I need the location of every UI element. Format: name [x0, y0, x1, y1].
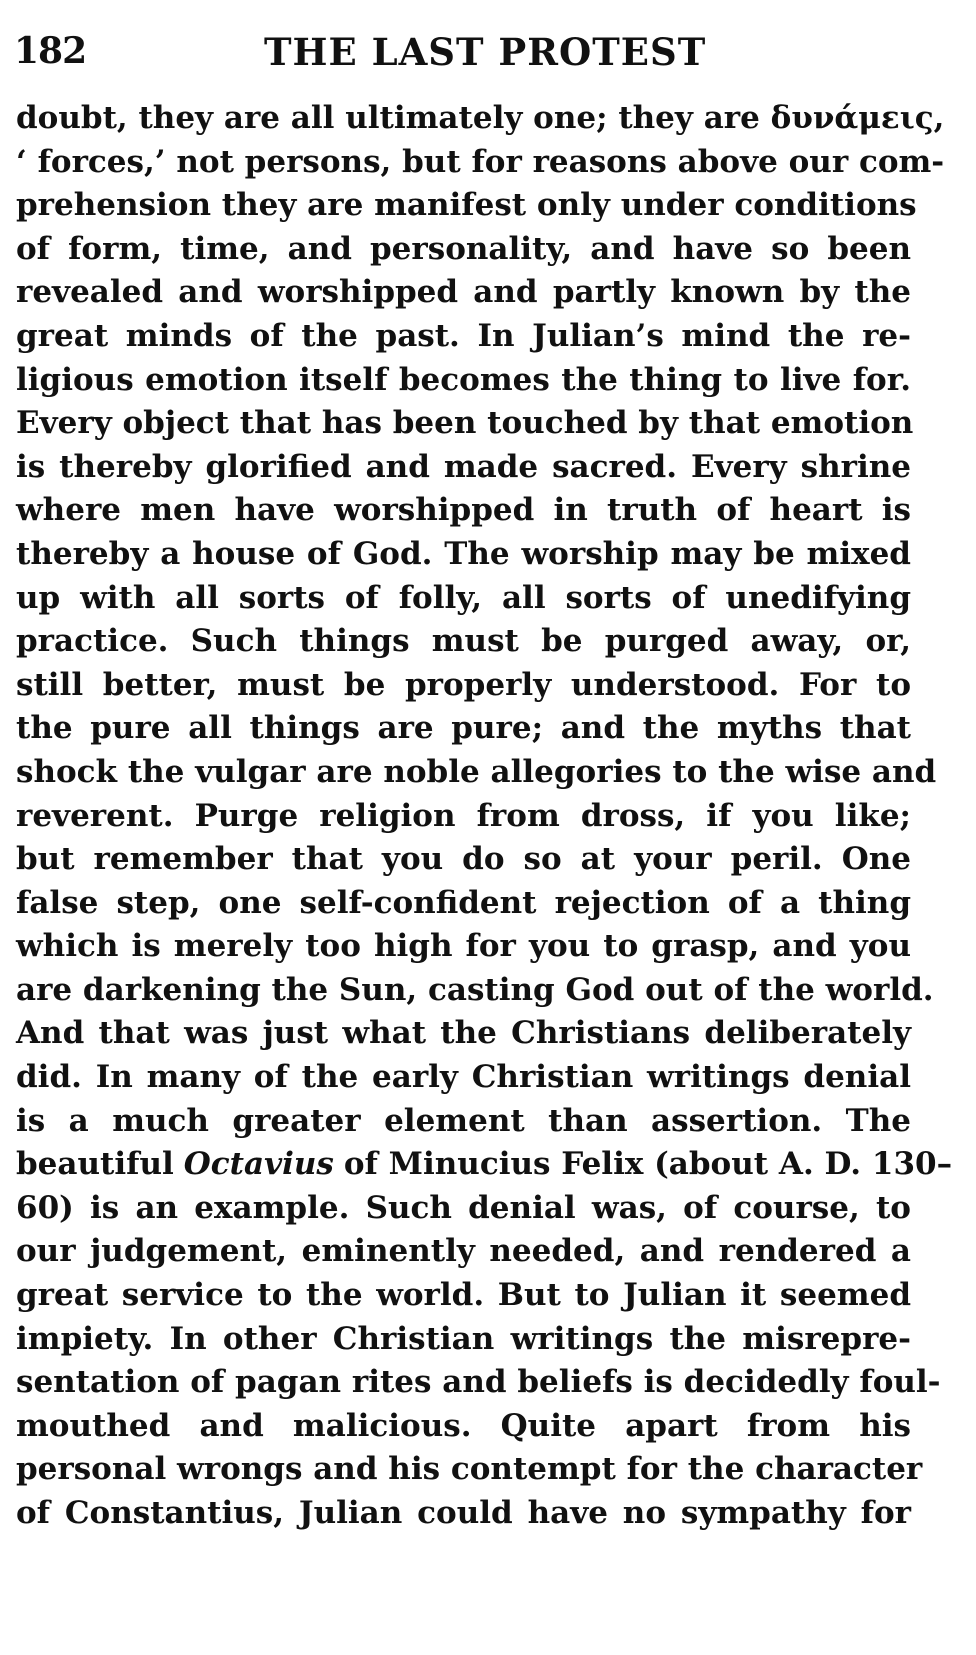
- text-line: still better, must be properly understood. For to: [16, 666, 911, 703]
- text-fragment: beautiful: [16, 1146, 174, 1183]
- text-line: did. In many of the early Christian writings denial: [16, 1059, 911, 1096]
- text-line: 60) is an example. Such denial was, of course, to: [16, 1189, 911, 1226]
- text-line: of Constantius, Julian could have no sympathy for: [16, 1495, 911, 1531]
- text-line-octavius: [16, 1143, 953, 1187]
- text-line: but remember that you do so at your peril. One: [16, 841, 911, 878]
- text-line: where men have worshipped in truth of heart is: [16, 492, 911, 529]
- text-line: reverent. Purge religion from dross, if you like;: [16, 797, 911, 834]
- body-text: [16, 97, 953, 1536]
- text-line: great minds of the past. In Julian’s mind the re-: [16, 317, 911, 354]
- text-line: ligious emotion itself becomes the thing to live for.: [16, 361, 911, 398]
- text-line: is thereby glorified and made sacred. Every shrine: [16, 448, 911, 485]
- book-title-octavius: Octavius: [183, 1146, 334, 1183]
- text-line: are darkening the Sun, casting God out of the world.: [16, 971, 934, 1008]
- page-header: [14, 24, 910, 74]
- text-line: false step, one self-confident rejection of a thing: [16, 884, 911, 921]
- page-number: 182: [14, 30, 87, 72]
- text-line: Every object that has been touched by that emotion: [16, 405, 914, 442]
- text-line: thereby a house of God. The worship may be mixed: [16, 535, 911, 572]
- text-line: our judgement, eminently needed, and rendered a: [16, 1233, 911, 1270]
- text-line: And that was just what the Christians deliberately: [16, 1015, 911, 1052]
- text-line: is a much greater element than assertion. The: [16, 1102, 911, 1139]
- text-line: sentation of pagan rites and beliefs is decidedly foul-: [16, 1364, 941, 1401]
- text-line: the pure all things are pure; and the myths that: [16, 710, 911, 747]
- text-line: of form, time, and personality, and have so been: [16, 230, 911, 267]
- text-line: shock the vulgar are noble allegories to the wise and: [16, 753, 937, 790]
- text-line: ‘ forces,’ not persons, but for reasons above our com-: [16, 143, 945, 180]
- text-line: doubt, they are all ultimately one; they are δυνάμεις,: [16, 100, 945, 136]
- text-line: practice. Such things must be purged away, or,: [16, 623, 911, 660]
- text-line: up with all sorts of folly, all sorts of unedifying: [16, 579, 911, 616]
- text-line: impiety. In other Christian writings the misrepre-: [16, 1320, 911, 1357]
- text-line: revealed and worshipped and partly known by the: [16, 274, 911, 311]
- text-line: personal wrongs and his contempt for the character: [16, 1451, 923, 1488]
- text-line: which is merely too high for you to grasp, and you: [16, 928, 911, 965]
- text-line: great service to the world. But to Julian it seemed: [16, 1277, 911, 1314]
- running-title: THE LAST PROTEST: [264, 30, 707, 74]
- text-fragment: of Minucius Felix (about A. D. 130–: [343, 1146, 953, 1183]
- text-line: prehension they are manifest only under conditions: [16, 187, 917, 224]
- text-line: mouthed and malicious. Quite apart from his: [16, 1407, 911, 1444]
